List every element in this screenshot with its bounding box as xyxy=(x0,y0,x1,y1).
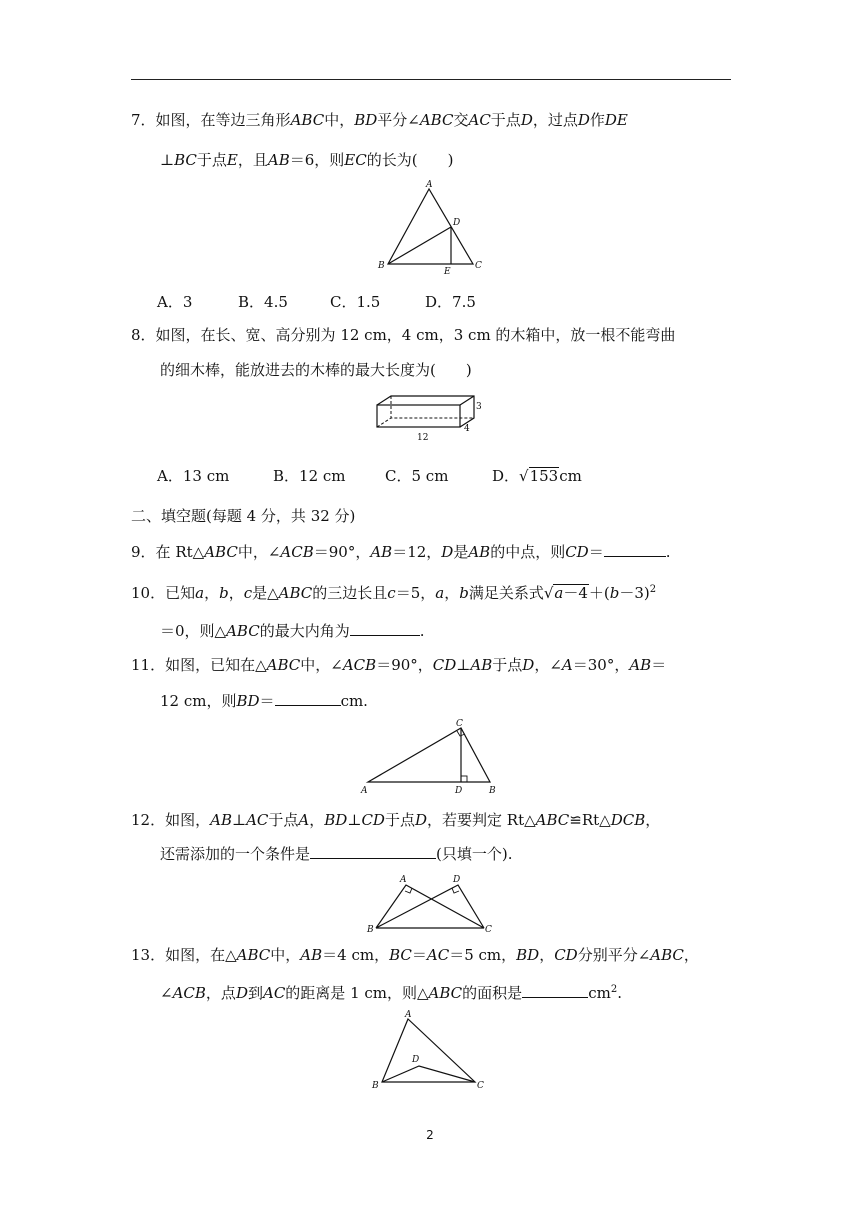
q12-figure xyxy=(364,870,496,936)
var: ABC xyxy=(650,946,684,964)
text: ≌Rt△ xyxy=(569,811,611,829)
superscript: 2 xyxy=(610,984,618,995)
text: 于点 xyxy=(268,811,299,829)
var: c xyxy=(243,584,253,602)
q8-option-b: B．12 cm xyxy=(273,467,346,485)
triangle-abc xyxy=(382,1019,475,1082)
q8-option-a: A．13 cm xyxy=(157,467,230,485)
text: ， xyxy=(683,946,699,964)
label-width: 4 xyxy=(464,424,470,434)
triangle-abc xyxy=(388,189,473,264)
box-edge xyxy=(460,396,474,405)
text: ∠ xyxy=(160,984,173,1002)
text: . xyxy=(617,984,622,1002)
text: 的距离是 1 cm，则△ xyxy=(285,984,429,1002)
text: ＝4 cm， xyxy=(322,946,390,964)
answer-blank[interactable] xyxy=(604,541,666,557)
var: AC xyxy=(262,984,286,1002)
text: ， xyxy=(204,584,220,602)
text: 中， xyxy=(324,111,355,129)
box-front-face xyxy=(377,405,460,427)
q8-box-figure xyxy=(372,392,492,444)
q13-line1 xyxy=(131,945,699,965)
text: ⊥ xyxy=(231,811,247,829)
text: ， xyxy=(645,811,661,829)
var: CD xyxy=(565,543,589,561)
var: BD xyxy=(516,946,540,964)
q7-line2 xyxy=(160,150,453,170)
text: 到 xyxy=(247,984,263,1002)
q11-figure xyxy=(358,716,508,796)
var: DCB xyxy=(610,811,646,829)
label-c: C xyxy=(456,719,463,729)
label-a: A xyxy=(400,875,407,885)
sqrt-sign: √ xyxy=(519,467,529,485)
q13-figure xyxy=(368,1006,492,1096)
text: ，且 xyxy=(237,151,268,169)
var: ABC xyxy=(266,656,301,674)
var: CD xyxy=(361,811,385,829)
text: 作 xyxy=(589,111,605,129)
label-b: B xyxy=(489,786,496,796)
q12-line1 xyxy=(131,810,660,830)
text: ＝5 cm， xyxy=(449,946,517,964)
var: AB xyxy=(300,946,323,964)
text: －4 xyxy=(563,584,588,602)
var: CD xyxy=(554,946,578,964)
var: ABC xyxy=(419,111,454,129)
var: AB xyxy=(267,151,290,169)
label-a: A xyxy=(361,786,368,796)
q9-line xyxy=(131,541,671,562)
text: 满足关系式 xyxy=(468,584,544,602)
text: ＝6，则 xyxy=(289,151,345,169)
text: ＋( xyxy=(588,584,610,602)
text: ，点 xyxy=(205,984,236,1002)
text: D． xyxy=(492,467,520,485)
var: D xyxy=(522,656,535,674)
label-length: 12 xyxy=(417,433,429,443)
text: 如图，在长、宽、高分别为 12 cm，4 cm，3 cm 的木箱中，放一根不能弯曲 xyxy=(155,326,676,344)
page-number: 2 xyxy=(426,1128,434,1142)
q7-line1 xyxy=(131,110,628,130)
section-title: 二、填空题(每题 4 分，共 32 分) xyxy=(131,507,356,525)
text: ＝ xyxy=(588,543,604,561)
var: AC xyxy=(426,946,450,964)
var: c xyxy=(387,584,396,602)
sqrt-sign: √ xyxy=(543,584,554,602)
label-d: D xyxy=(455,786,463,796)
text: 已知 xyxy=(165,584,196,602)
q7-option-a: A．3 xyxy=(157,293,193,311)
var: D xyxy=(577,111,590,129)
var: DE xyxy=(604,111,628,129)
text: ＝ xyxy=(651,656,667,674)
text: 的最大内角为 xyxy=(259,622,350,640)
header-rule xyxy=(131,79,731,80)
text: ＝90°， xyxy=(313,543,371,561)
text: ＝90°， xyxy=(376,656,433,674)
text: 是△ xyxy=(252,584,279,602)
q8-option-c: C．5 cm xyxy=(385,467,449,485)
var: ACB xyxy=(172,984,206,1002)
q13-number: 13． xyxy=(131,946,166,964)
label-c: C xyxy=(475,261,482,271)
var: D xyxy=(441,543,454,561)
var: BC xyxy=(389,946,412,964)
radicand xyxy=(553,584,589,601)
q8-number: 8． xyxy=(131,326,156,344)
var: ABC xyxy=(278,584,313,602)
label-d: D xyxy=(453,875,461,885)
text: 分别平分∠ xyxy=(577,946,651,964)
q10-line2 xyxy=(160,620,425,641)
text: ， xyxy=(228,584,244,602)
q10-number: 10． xyxy=(131,584,166,602)
text: (只填一个). xyxy=(436,845,513,863)
var: BD xyxy=(354,111,378,129)
label-b: B xyxy=(372,1081,379,1091)
q12-line2 xyxy=(160,843,513,864)
answer-blank[interactable] xyxy=(275,690,341,706)
var: D xyxy=(235,984,248,1002)
var: BD xyxy=(324,811,348,829)
text: 是 xyxy=(453,543,469,561)
right-angle-mark-a xyxy=(405,888,412,893)
label-b: B xyxy=(367,925,374,935)
var: D xyxy=(414,811,427,829)
q8-option-d xyxy=(492,466,582,486)
label-c: C xyxy=(485,925,492,935)
text: 于点 xyxy=(196,151,227,169)
label-a: A xyxy=(426,180,433,190)
var: ACB xyxy=(342,656,377,674)
q7-number: 7． xyxy=(131,111,156,129)
label-d: D xyxy=(412,1055,420,1065)
var: EC xyxy=(344,151,367,169)
answer-blank[interactable] xyxy=(310,843,436,859)
q8-line1 xyxy=(131,325,675,345)
text: 于点 xyxy=(490,111,521,129)
superscript: 2 xyxy=(649,584,657,595)
var: AB xyxy=(370,543,393,561)
var: A xyxy=(561,656,573,674)
text: ⊥ xyxy=(160,151,175,169)
var: E xyxy=(226,151,238,169)
var: ACB xyxy=(280,543,314,561)
var: AB xyxy=(210,811,232,829)
var: AC xyxy=(246,811,269,829)
answer-blank[interactable] xyxy=(350,620,420,636)
text: 中，∠ xyxy=(300,656,343,674)
two-right-triangles xyxy=(376,885,484,928)
q11-line1 xyxy=(131,655,666,675)
var: ABC xyxy=(204,543,238,561)
text: 于点 xyxy=(492,656,523,674)
var: A xyxy=(298,811,310,829)
right-angle-mark-d xyxy=(461,776,467,782)
var: ABC xyxy=(236,946,271,964)
text: ，过点 xyxy=(532,111,578,129)
text: ， xyxy=(444,584,460,602)
text: ＝ xyxy=(259,692,275,710)
answer-blank[interactable] xyxy=(522,982,588,998)
text: ＝30°， xyxy=(572,656,630,674)
text: 中，∠ xyxy=(237,543,281,561)
q12-number: 12． xyxy=(131,811,166,829)
q8-line2: 的细木棒，能放进去的木棒的最大长度为( ) xyxy=(160,361,472,379)
var: a xyxy=(554,584,564,602)
label-b: B xyxy=(378,261,385,271)
text: ，∠ xyxy=(534,656,562,674)
text: 的三边长且 xyxy=(312,584,388,602)
var: BC xyxy=(174,151,197,169)
text: ， xyxy=(539,946,555,964)
q13-line2 xyxy=(160,980,622,1003)
text: cm xyxy=(588,984,611,1002)
text: 的中点，则 xyxy=(490,543,566,561)
q11-line2 xyxy=(160,690,368,711)
text: ＝0，则△ xyxy=(160,622,227,640)
text: 如图， xyxy=(165,811,211,829)
text: 如图，在等边三角形 xyxy=(155,111,291,129)
var: ABC xyxy=(428,984,463,1002)
text: －3) xyxy=(619,584,650,602)
text: cm. xyxy=(340,692,368,710)
q7-option-d: D．7.5 xyxy=(425,293,476,311)
var: a xyxy=(195,584,205,602)
q11-number: 11． xyxy=(131,656,166,674)
label-a: A xyxy=(405,1010,412,1020)
text: ， xyxy=(309,811,325,829)
var: b xyxy=(609,584,620,602)
text: ＝5， xyxy=(395,584,436,602)
triangle-abc xyxy=(368,728,490,782)
var: ABC xyxy=(290,111,325,129)
text: 中， xyxy=(270,946,301,964)
var: BD xyxy=(236,692,260,710)
var: b xyxy=(219,584,229,602)
var: AB xyxy=(470,656,493,674)
var: D xyxy=(520,111,533,129)
text: 交 xyxy=(453,111,469,129)
text: ，若要判定 Rt△ xyxy=(427,811,536,829)
q10-line1 xyxy=(131,580,656,603)
q7-option-c: C．1.5 xyxy=(330,293,381,311)
text: ⊥ xyxy=(347,811,362,829)
text: ＝12， xyxy=(392,543,442,561)
label-height: 3 xyxy=(476,402,482,412)
var: ABC xyxy=(535,811,570,829)
text: ⊥ xyxy=(456,656,471,674)
text: 12 cm，则 xyxy=(160,692,237,710)
text: . xyxy=(665,543,671,561)
label-e: E xyxy=(444,267,451,277)
text: 如图，已知在△ xyxy=(165,656,267,674)
text: 的长为( ) xyxy=(366,151,454,169)
label-d: D xyxy=(453,218,461,228)
var: AB xyxy=(629,656,652,674)
text: ＝ xyxy=(411,946,427,964)
radicand: 153 xyxy=(529,467,559,485)
text: 的面积是 xyxy=(462,984,523,1002)
q9-number: 9． xyxy=(131,543,156,561)
label-c: C xyxy=(477,1081,484,1091)
text: 还需添加的一个条件是 xyxy=(160,845,311,863)
q7-option-b: B．4.5 xyxy=(238,293,288,311)
text: cm xyxy=(559,467,582,485)
var: CD xyxy=(432,656,457,674)
var: AC xyxy=(468,111,491,129)
var: b xyxy=(459,584,469,602)
text: 在 Rt△ xyxy=(155,543,205,561)
q7-figure xyxy=(370,178,490,278)
text: 于点 xyxy=(384,811,415,829)
right-angle-mark-d xyxy=(452,888,459,893)
var: a xyxy=(435,584,445,602)
var: AB xyxy=(468,543,491,561)
var: ABC xyxy=(226,622,260,640)
text: . xyxy=(419,622,425,640)
text: 如图，在△ xyxy=(165,946,237,964)
text: 平分∠ xyxy=(377,111,420,129)
